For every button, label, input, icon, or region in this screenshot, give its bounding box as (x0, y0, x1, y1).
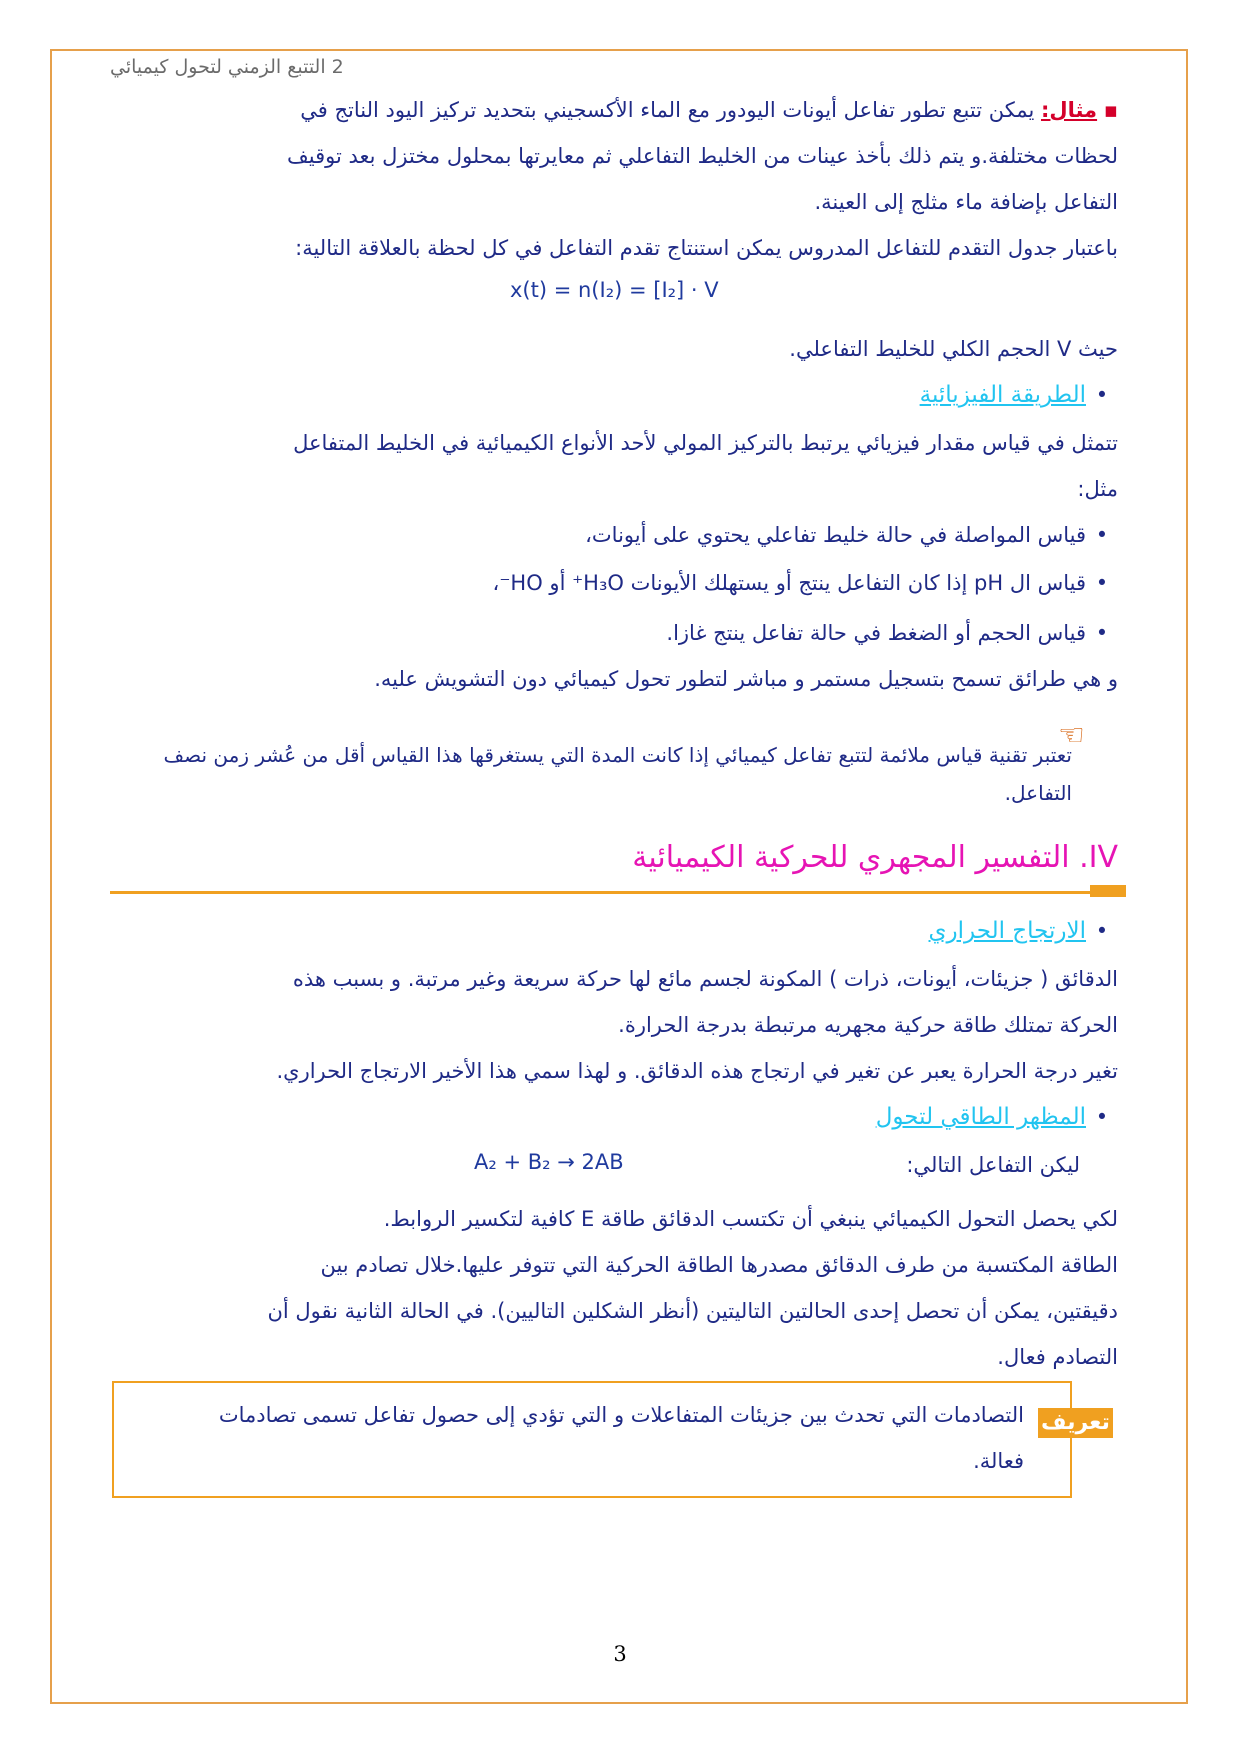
pointing-hand-icon: ☜ (1058, 718, 1085, 753)
reaction-equation: A₂ + B₂ → 2AB (474, 1150, 624, 1174)
energy-line-3: دقيقتين، يمكن أن تحصل إحدى الحالتين التاليتين (أنظر الشكلين التاليين). في الحالة الثانية نقول أن (267, 1299, 1118, 1323)
example-line-4: باعتبار جدول التقدم للتفاعل المدروس يمكن استنتاج تقدم التفاعل في كل لحظة بالعلاقة التالية: (295, 236, 1118, 260)
list-item-text: قياس المواصلة في حالة خليط تفاعلي يحتوي على أيونات، (585, 523, 1086, 547)
energy-heading (876, 1094, 1118, 1140)
physical-intro-1: تتمثل في قياس مقدار فيزيائي يرتبط بالتركيز المولي لأحد الأنواع الكيميائية في الخليط المتفاعل (293, 431, 1118, 455)
reaction-intro: ليكن التفاعل التالي: (906, 1153, 1080, 1177)
bullet-dot: • (1095, 523, 1109, 547)
definition-text: التصادمات التي تحدث بين جزيئات المتفاعلات و التي تؤدي إلى حصول تفاعل تسمى تصادمات فعالة. (218, 1403, 1024, 1473)
list-item-text: قياس الحجم أو الضغط في حالة تفاعل ينتج غازا. (666, 621, 1086, 645)
bullet-dot: • (1095, 919, 1109, 943)
bullet-dot: • (1095, 621, 1109, 645)
physical-method-heading (920, 372, 1118, 418)
page-number: 3 (613, 1642, 627, 1666)
example-line-5: حيث V الحجم الكلي للخليط التفاعلي. (789, 337, 1118, 361)
example-label: مثال: (1040, 98, 1098, 122)
example-bullet: ▪ (1103, 98, 1118, 122)
section-4-title: IV. التفسير المجهري للحركية الكيميائية (632, 840, 1118, 875)
bullet-dot: • (1095, 383, 1109, 407)
advancement-equation: x(t) = n(I₂) = [I₂] · V (510, 278, 719, 302)
thermal-title: الارتجاج الحراري (928, 918, 1086, 944)
example-line-2: لحظات مختلفة.و يتم ذلك بأخذ عينات من الخليط التفاعلي ثم معايرتها بمحلول مختزل بعد توقيف (287, 144, 1118, 168)
thermal-line-1: الدقائق ( جزيئات، أيونات، ذرات ) المكونة لجسم مائع لها حركة سريعة وغير مرتبة. و بسبب هذه (292, 967, 1118, 991)
list-item-text: قياس ال pH إذا كان التفاعل ينتج أو يستهلك الأيونات H₃O⁺ أو HO⁻، (492, 571, 1086, 595)
section-divider-mark (1090, 885, 1126, 897)
running-header: 2 التتبع الزمني لتحول كيميائي (110, 56, 344, 78)
definition-tag: تعريف (1038, 1408, 1113, 1438)
section-divider (110, 891, 1126, 894)
physical-method-title: الطريقة الفيزيائية (919, 382, 1086, 408)
bullet-dot: • (1095, 1105, 1109, 1129)
physical-intro-2: مثل: (1077, 477, 1118, 501)
thermal-heading (929, 908, 1118, 954)
physical-conclusion: و هي طرائق تسمح بتسجيل مستمر و مباشر لتطور تحول كيميائي دون التشويش عليه. (374, 667, 1118, 691)
note-text: تعتبر تقنية قياس ملائمة لتتبع تفاعل كيميائي إذا كانت المدة التي يستغرقها هذا القياس أقل من عُشر زمن نصف التفاعل. (163, 743, 1072, 805)
energy-line-4: التصادم فعال. (997, 1345, 1118, 1369)
list-item-ph (493, 560, 1118, 606)
example-text-1: يمكن تتبع تطور تفاعل أيونات اليودور مع الماء الأكسجيني بتحديد تركيز اليود الناتج في (300, 98, 1035, 122)
example-line-3: التفاعل بإضافة ماء مثلج إلى العينة. (814, 190, 1118, 214)
energy-line-1: لكي يحصل التحول الكيميائي ينبغي أن تكتسب الدقائق طاقة E كافية لتكسير الروابط. (383, 1207, 1118, 1231)
energy-title: المظهر الطاقي لتحول (875, 1104, 1086, 1130)
bullet-dot: • (1095, 571, 1109, 595)
thermal-line-2: الحركة تمتلك طاقة حركية مجهريه مرتبطة بدرجة الحرارة. (618, 1013, 1118, 1037)
example-line-1 (300, 87, 1118, 133)
list-item-volume-pressure (666, 610, 1118, 656)
thermal-line-3: تغير درجة الحرارة يعبر عن تغير في ارتجاج هذه الدقائق. و لهذا سمي هذا الأخير الارتجاج الحراري. (276, 1059, 1118, 1083)
energy-line-2: الطاقة المكتسبة من طرف الدقائق مصدرها الطاقة الحركية التي تتوفر عليها.خلال تصادم بين (320, 1253, 1118, 1277)
list-item-conductance (585, 512, 1118, 558)
